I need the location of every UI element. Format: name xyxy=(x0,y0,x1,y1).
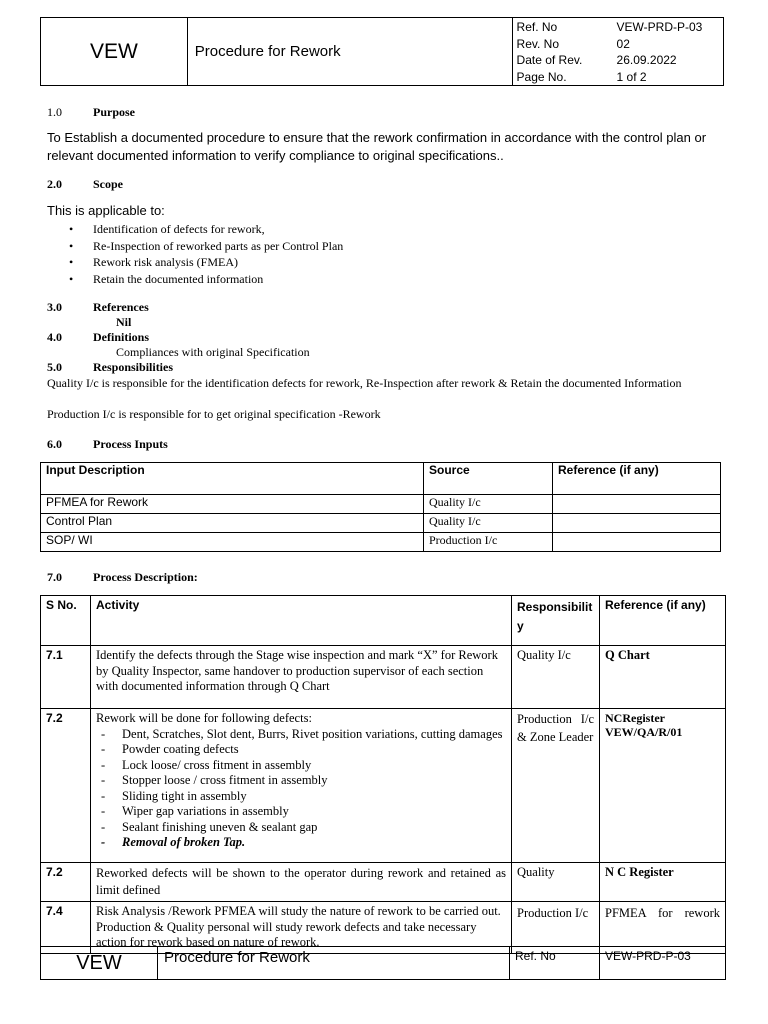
section-number: 6.0 xyxy=(47,437,62,451)
table-cell: Production I/c xyxy=(424,533,553,552)
column-header: S No. xyxy=(41,596,91,646)
step-responsibility: Production I/c xyxy=(512,902,600,954)
scope-intro: This is applicable to: xyxy=(47,203,165,218)
table-cell: Quality I/c xyxy=(424,514,553,533)
table-row xyxy=(41,514,721,533)
defect-list xyxy=(96,727,506,851)
section-purpose-heading xyxy=(47,105,135,120)
table-row xyxy=(41,863,726,902)
section-title: Process Description: xyxy=(93,570,198,584)
section-definitions-heading xyxy=(47,330,150,345)
list-item: - Dent, Scratches, Slot dent, Burrs, Rivet position variations, cutting damages xyxy=(96,727,506,743)
list-item: - Removal of broken Tap. xyxy=(96,835,506,851)
list-item: - Wiper gap variations in assembly xyxy=(96,804,506,820)
meta-value: VEW-PRD-P-03 xyxy=(600,947,726,980)
section-process-heading xyxy=(47,570,198,585)
purpose-text: To Establish a documented procedure to ensure that the rework confirmation in accordance with the control plan or relevant documented information to verify compliance to original specifications.. xyxy=(47,130,707,163)
meta-label: Ref. No xyxy=(510,947,600,980)
step-responsibility: Production I/c & Zone Leader xyxy=(512,709,600,863)
table-row xyxy=(41,646,726,709)
step-reference: Q Chart xyxy=(600,646,726,709)
section-number: 5.0 xyxy=(47,360,62,374)
meta-value: 1 of 2 xyxy=(616,69,647,84)
step-activity xyxy=(91,709,512,863)
list-item: - Sealant finishing uneven & sealant gap xyxy=(96,820,506,836)
company-logo: VEW xyxy=(41,947,158,980)
table-row xyxy=(41,533,721,552)
process-inputs-table xyxy=(40,462,721,552)
step-reference: NCRegister VEW/QA/R/01 xyxy=(600,709,726,863)
document-footer xyxy=(40,946,726,980)
company-logo: VEW xyxy=(41,18,188,86)
section-title: Responsibilities xyxy=(93,360,174,374)
step-responsibility: Quality xyxy=(512,863,600,902)
step-number: 7.1 xyxy=(41,646,91,709)
section-title: Scope xyxy=(93,177,123,191)
section-number: 3.0 xyxy=(47,300,62,314)
table-row xyxy=(41,495,721,514)
step-activity: Risk Analysis /Rework PFMEA will study the nature of rework to be carried out. Production & Quality personal will study rework defects and take necessary action for rework based on nature of rework. xyxy=(91,902,512,954)
process-description-table xyxy=(40,595,726,954)
step-activity: Reworked defects will be shown to the operator during rework and retained as limit defined xyxy=(91,863,512,902)
responsibilities-production: Production I/c is responsible for to get original specification -Rework xyxy=(47,407,381,421)
list-item: • Identification of defects for rework, xyxy=(69,221,689,238)
section-number: 1.0 xyxy=(47,105,62,119)
step-number: 7.2 xyxy=(41,863,91,902)
meta-label: Date of Rev. xyxy=(516,53,583,67)
section-number: 2.0 xyxy=(47,177,62,191)
list-item: - Powder coating defects xyxy=(96,742,506,758)
meta-label: Rev. No xyxy=(516,36,559,51)
step-reference: PFMEA for rework xyxy=(600,902,726,954)
scope-list xyxy=(69,221,689,287)
table-cell: SOP/ WI xyxy=(41,533,424,552)
column-header: Reference (if any) xyxy=(553,463,721,495)
definitions-text: Compliances with original Specification xyxy=(116,345,310,359)
document-header xyxy=(40,17,724,86)
meta-label: Ref. No xyxy=(516,20,558,34)
table-cell: Control Plan xyxy=(41,514,424,533)
document-title: Procedure for Rework xyxy=(158,947,510,980)
section-responsibilities-heading xyxy=(47,360,174,375)
section-title: References xyxy=(93,300,149,314)
step-responsibility: Quality I/c xyxy=(512,646,600,709)
table-row xyxy=(41,709,726,863)
column-header: Input Description xyxy=(41,463,424,495)
table-header-row xyxy=(41,463,721,495)
column-header: Source xyxy=(424,463,553,495)
section-references-heading xyxy=(47,300,149,315)
section-scope-heading xyxy=(47,177,123,192)
responsibilities-quality: Quality I/c is responsible for the identification defects for rework, Re-Inspection after rework & Retain the documented Information xyxy=(47,376,682,390)
table-cell: PFMEA for Rework xyxy=(41,495,424,514)
meta-value: VEW-PRD-P-03 xyxy=(616,20,703,34)
column-header: Reference (if any) xyxy=(600,596,726,646)
table-cell: Quality I/c xyxy=(424,495,553,514)
table-header-row xyxy=(41,596,726,646)
list-item: • Re-Inspection of reworked parts as per Control Plan xyxy=(69,238,689,255)
list-item: - Sliding tight in assembly xyxy=(96,789,506,805)
section-inputs-heading xyxy=(47,437,168,452)
activity-intro: Rework will be done for following defects: xyxy=(96,711,312,725)
table-cell xyxy=(553,533,721,552)
meta-value: 26.09.2022 xyxy=(616,53,677,67)
list-item: - Lock loose/ cross fitment in assembly xyxy=(96,758,506,774)
list-item: • Retain the documented information xyxy=(69,271,689,288)
column-header: Activity xyxy=(91,596,512,646)
step-reference: N C Register xyxy=(600,863,726,902)
section-number: 7.0 xyxy=(47,570,62,584)
table-cell xyxy=(553,495,721,514)
section-title: Purpose xyxy=(93,105,135,119)
section-number: 4.0 xyxy=(47,330,62,344)
references-text: Nil xyxy=(116,315,132,329)
section-title: Definitions xyxy=(93,330,150,344)
section-title: Process Inputs xyxy=(93,437,168,451)
meta-label: Page No. xyxy=(516,69,567,84)
document-meta xyxy=(512,18,723,86)
list-item: - Stopper loose / cross fitment in assembly xyxy=(96,773,506,789)
document-title: Procedure for Rework xyxy=(187,18,512,86)
column-header: Responsibility xyxy=(512,596,600,646)
list-item: • Rework risk analysis (FMEA) xyxy=(69,254,689,271)
step-number: 7.2 xyxy=(41,709,91,863)
step-number: 7.4 xyxy=(41,902,91,954)
meta-value: 02 xyxy=(616,36,630,51)
step-activity: Identify the defects through the Stage wise inspection and mark “X” for Rework by Quality Inspector, same handover to production supervisor of each section with documented information through Q Chart xyxy=(91,646,512,709)
table-cell xyxy=(553,514,721,533)
